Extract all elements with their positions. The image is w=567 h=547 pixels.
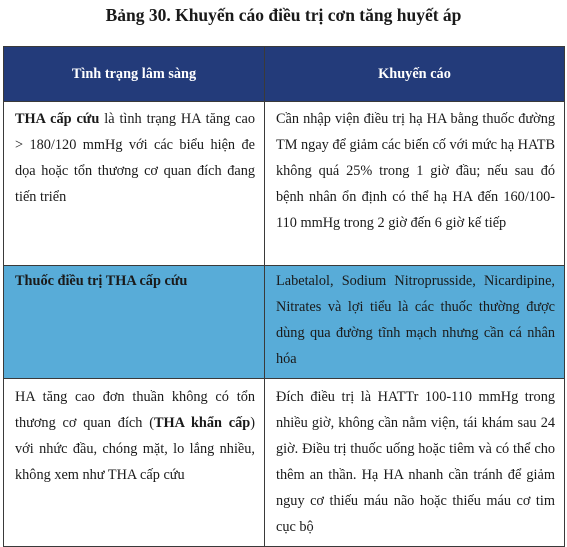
recommendation-cell: Cần nhập viện điều trị hạ HA bằng thuốc đường TM ngay để giảm các biến cố với mức hạ HATB không quá 25% trong 1 giờ đầu; nếu sau đó bệnh nhân ổn định có thể hạ HA đến 160/100-110 mmHg trong 2 giờ đến 6 giờ kế tiếp (265, 102, 565, 266)
header-recommendation: Khuyến cáo (265, 47, 565, 102)
table-caption: Bảng 30. Khuyến cáo điều trị cơn tăng huyết áp (105, 5, 462, 25)
condition-cell (4, 102, 265, 266)
condition-description: ) với nhức đầu, chóng mặt, lo lắng nhiều, không xem như THA cấp cứu (15, 415, 255, 483)
header-clinical-condition: Tình trạng lâm sàng (4, 47, 265, 102)
recommendation-cell: Labetalol, Sodium Nitroprusside, Nicardipine, Nitrates và lợi tiểu là các thuốc thường được dùng qua đường tĩnh mạch nhưng cần cá nhân hóa (265, 266, 565, 379)
table-header-row (4, 47, 565, 102)
recommendation-cell: Đích điều trị là HATTr 100-110 mmHg trong nhiều giờ, không cần nằm viện, tái khám sau 24 giờ. Điều trị thuốc uống hoặc tiêm và có thể cho thêm an thần. Hạ HA nhanh cần tránh để giảm nguy cơ thiếu máu não hoặc thiếu máu cơ tim cục bộ (265, 379, 565, 547)
condition-term: THA cấp cứu (15, 111, 100, 127)
condition-term: THA khẩn cấp (153, 415, 251, 431)
condition-description: HA tăng cao đơn thuần không có tổn thương cơ quan đích ( (15, 389, 255, 431)
condition-cell (4, 379, 265, 547)
table-row (4, 102, 565, 266)
condition-cell (4, 266, 265, 379)
condition-term: Thuốc điều trị THA cấp cứu (15, 273, 188, 289)
table-row (4, 379, 565, 547)
table-row (4, 266, 565, 379)
recommendation-table (3, 46, 565, 547)
condition-description: là tình trạng HA tăng cao > 180/120 mmHg với các biểu hiện đe dọa hoặc tổn thương cơ quan đích đang tiến triển (15, 111, 255, 205)
